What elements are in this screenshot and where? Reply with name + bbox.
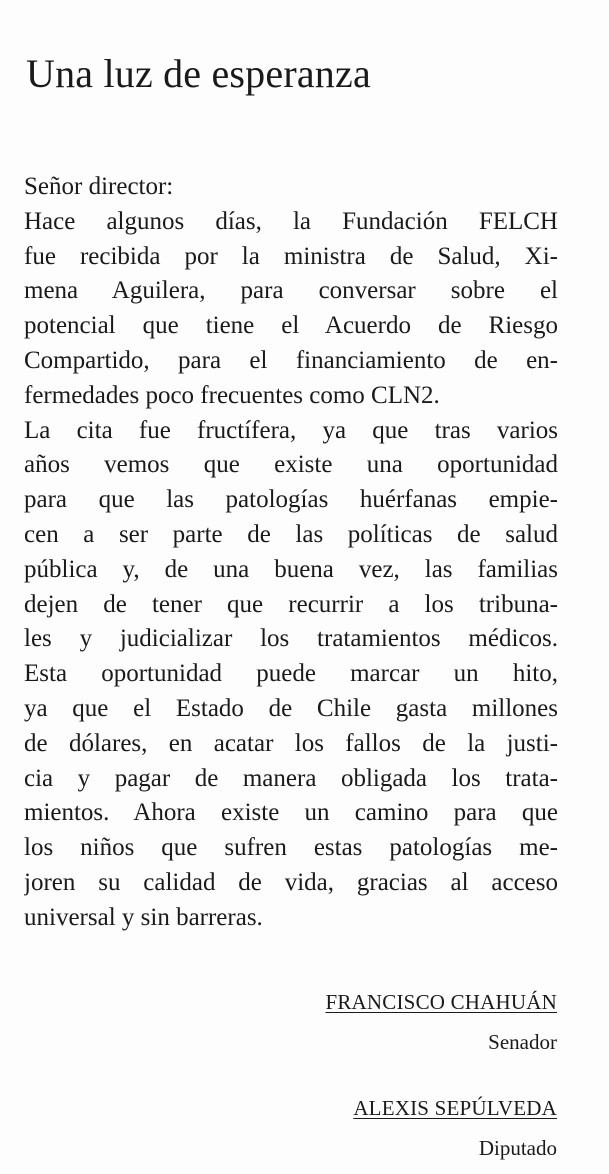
body-line: cia y pagar de manera obligada los trata- xyxy=(24,764,558,792)
body-line: los niños que sufren estas patologías me- xyxy=(24,834,558,862)
body-line: les y judicializar los tratamientos médicos. xyxy=(24,625,558,653)
body-line: Hace algunos días, la Fundación FELCH xyxy=(24,207,558,235)
salutation: Señor director: xyxy=(24,173,174,200)
body-line: Esta oportunidad puede marcar un hito, xyxy=(24,660,558,688)
body-line: para que las patologías huérfanas empie- xyxy=(24,486,558,514)
body-line: años vemos que existe una oportunidad xyxy=(24,451,558,479)
body-line: mientos. Ahora existe un camino para que xyxy=(24,799,558,827)
body-line: de dólares, en acatar los fallos de la justi- xyxy=(24,729,558,757)
signature-block xyxy=(353,1094,557,1162)
body-line: fue recibida por la ministra de Salud, Xi- xyxy=(24,242,558,270)
headline: Una luz de esperanza xyxy=(26,51,371,96)
signatory-role: Diputado xyxy=(478,1136,557,1160)
letter-body xyxy=(24,170,558,936)
body-line: Compartido, para el financiamiento de en- xyxy=(24,346,558,374)
body-line: universal y sin barreras. xyxy=(24,903,263,931)
body-line: ya que el Estado de Chile gasta millones xyxy=(24,694,558,722)
signatory-name: ALEXIS SEPÚLVEDA xyxy=(353,1096,557,1120)
body-line: joren su calidad de vida, gracias al acceso xyxy=(24,868,558,896)
signatory-role: Senador xyxy=(488,1030,557,1054)
signature-block xyxy=(325,988,557,1056)
body-line: fermedades poco frecuentes como CLN2. xyxy=(24,381,440,409)
body-line: cen a ser parte de las políticas de salud xyxy=(24,520,558,548)
body-line: dejen de tener que recurrir a los tribuna- xyxy=(24,590,558,618)
signatory-name: FRANCISCO CHAHUÁN xyxy=(325,990,557,1014)
body-line: potencial que tiene el Acuerdo de Riesgo xyxy=(24,312,558,340)
body-line: pública y, de una buena vez, las familias xyxy=(24,555,558,583)
body-line: La cita fue fructífera, ya que tras varios xyxy=(24,416,558,444)
body-line: mena Aguilera, para conversar sobre el xyxy=(24,277,558,305)
